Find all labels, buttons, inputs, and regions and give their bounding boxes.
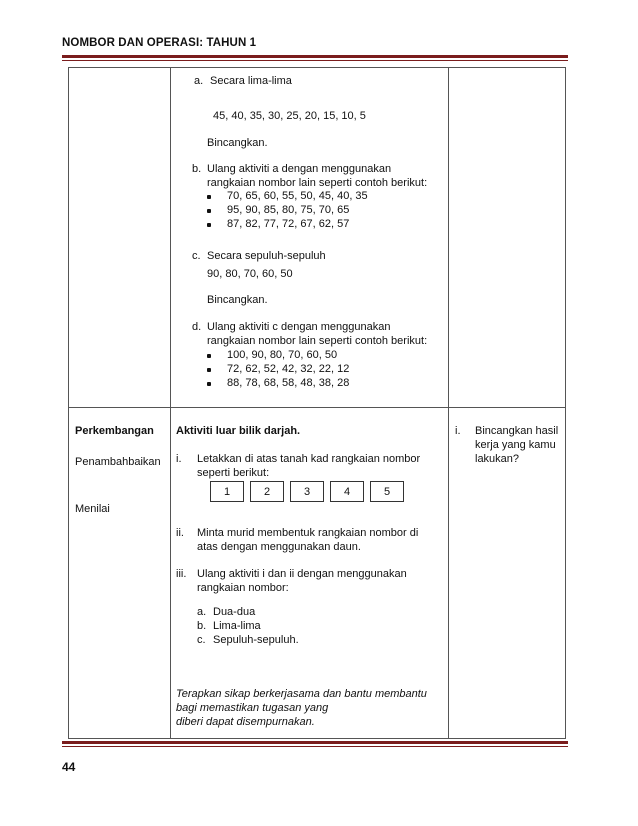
item-c-title: Secara sepuluh-sepuluh: [207, 250, 326, 262]
header-rule-thin: [62, 60, 568, 61]
list-item: 72, 62, 52, 42, 32, 22, 12: [227, 363, 350, 375]
item-d-line2: rangkaian nombor lain seperti contoh berikut:: [207, 335, 428, 347]
list-item: 70, 65, 60, 55, 50, 45, 40, 35: [227, 190, 368, 202]
page-number: 44: [62, 760, 76, 774]
stage-item: Penambahbaikan: [75, 456, 161, 468]
option-label: b.: [197, 620, 207, 632]
number-card: 4: [330, 481, 364, 502]
number-card: 1: [210, 481, 244, 502]
item-d-label: d.: [192, 321, 202, 333]
item-a-discuss: Bincangkan.: [207, 137, 268, 149]
stage-item: Menilai: [75, 503, 110, 515]
bullet-icon: [207, 209, 211, 213]
column-divider-2: [448, 67, 449, 739]
step-ii-line1: Minta murid membentuk rangkaian nombor di: [197, 527, 419, 539]
assessment-line: kerja yang kamu: [475, 439, 556, 451]
step-iii-line1: Ulang aktiviti i dan ii dengan menggunakan: [197, 568, 407, 580]
item-c-discuss: Bincangkan.: [207, 294, 268, 306]
step-i-label: i.: [176, 453, 182, 465]
table-border-left: [68, 67, 69, 739]
column-divider-1: [170, 67, 171, 739]
assessment-line: lakukan?: [475, 453, 520, 465]
assessment-label: i.: [455, 425, 461, 437]
number-card: 3: [290, 481, 324, 502]
item-a-title: Secara lima-lima: [210, 75, 292, 87]
table-border-top: [68, 67, 566, 68]
step-i-line1: Letakkan di atas tanah kad rangkaian nombor: [197, 453, 421, 465]
assessment-line: Bincangkan hasil: [475, 425, 559, 437]
activity-heading: Aktiviti luar bilik darjah.: [176, 425, 301, 437]
item-d-line1: Ulang aktiviti c dengan menggunakan: [207, 321, 391, 333]
bullet-icon: [207, 195, 211, 199]
step-ii-label: ii.: [176, 527, 184, 539]
bullet-icon: [207, 223, 211, 227]
bullet-icon: [207, 354, 211, 358]
bullet-icon: [207, 368, 211, 372]
option-text: Dua-dua: [213, 606, 256, 618]
number-card: 2: [250, 481, 284, 502]
note-line: bagi memastikan tugasan yang: [176, 702, 329, 714]
option-text: Sepuluh-sepuluh.: [213, 634, 299, 646]
item-c-label: c.: [192, 250, 201, 262]
item-b-line1: Ulang aktiviti a dengan menggunakan: [207, 163, 392, 175]
step-i-line2: seperti berikut:: [197, 467, 270, 479]
stage-heading: Perkembangan: [75, 425, 154, 437]
option-label: c.: [197, 634, 206, 646]
list-item: 95, 90, 85, 80, 75, 70, 65: [227, 204, 350, 216]
header-rule-thick: [62, 55, 568, 58]
header-title: NOMBOR DAN OPERASI: TAHUN 1: [62, 37, 257, 49]
note-line: diberi dapat disempurnakan.: [176, 716, 315, 728]
list-item: 87, 82, 77, 72, 67, 62, 57: [227, 218, 350, 230]
item-b-line2: rangkaian nombor lain seperti contoh berikut:: [207, 177, 428, 189]
step-iii-label: iii.: [176, 568, 187, 580]
step-ii-line2: atas dengan menggunakan daun.: [197, 541, 361, 553]
list-item: 100, 90, 80, 70, 60, 50: [227, 349, 338, 361]
item-c-sequence: 90, 80, 70, 60, 50: [207, 268, 293, 280]
option-text: Lima-lima: [213, 620, 261, 632]
footer-rule-thick: [62, 741, 568, 744]
table-border-right: [565, 67, 566, 739]
row-divider: [68, 407, 566, 408]
list-item: 88, 78, 68, 58, 48, 38, 28: [227, 377, 350, 389]
note-line: Terapkan sikap berkerjasama dan bantu membantu: [176, 688, 427, 700]
item-a-sequence: 45, 40, 35, 30, 25, 20, 15, 10, 5: [213, 110, 366, 122]
table-border-bottom: [68, 738, 566, 739]
step-iii-line2: rangkaian nombor:: [197, 582, 289, 594]
bullet-icon: [207, 382, 211, 386]
footer-rule-thin: [62, 746, 568, 747]
item-b-label: b.: [192, 163, 202, 175]
number-card: 5: [370, 481, 404, 502]
item-a-label: a.: [194, 75, 204, 87]
option-label: a.: [197, 606, 207, 618]
